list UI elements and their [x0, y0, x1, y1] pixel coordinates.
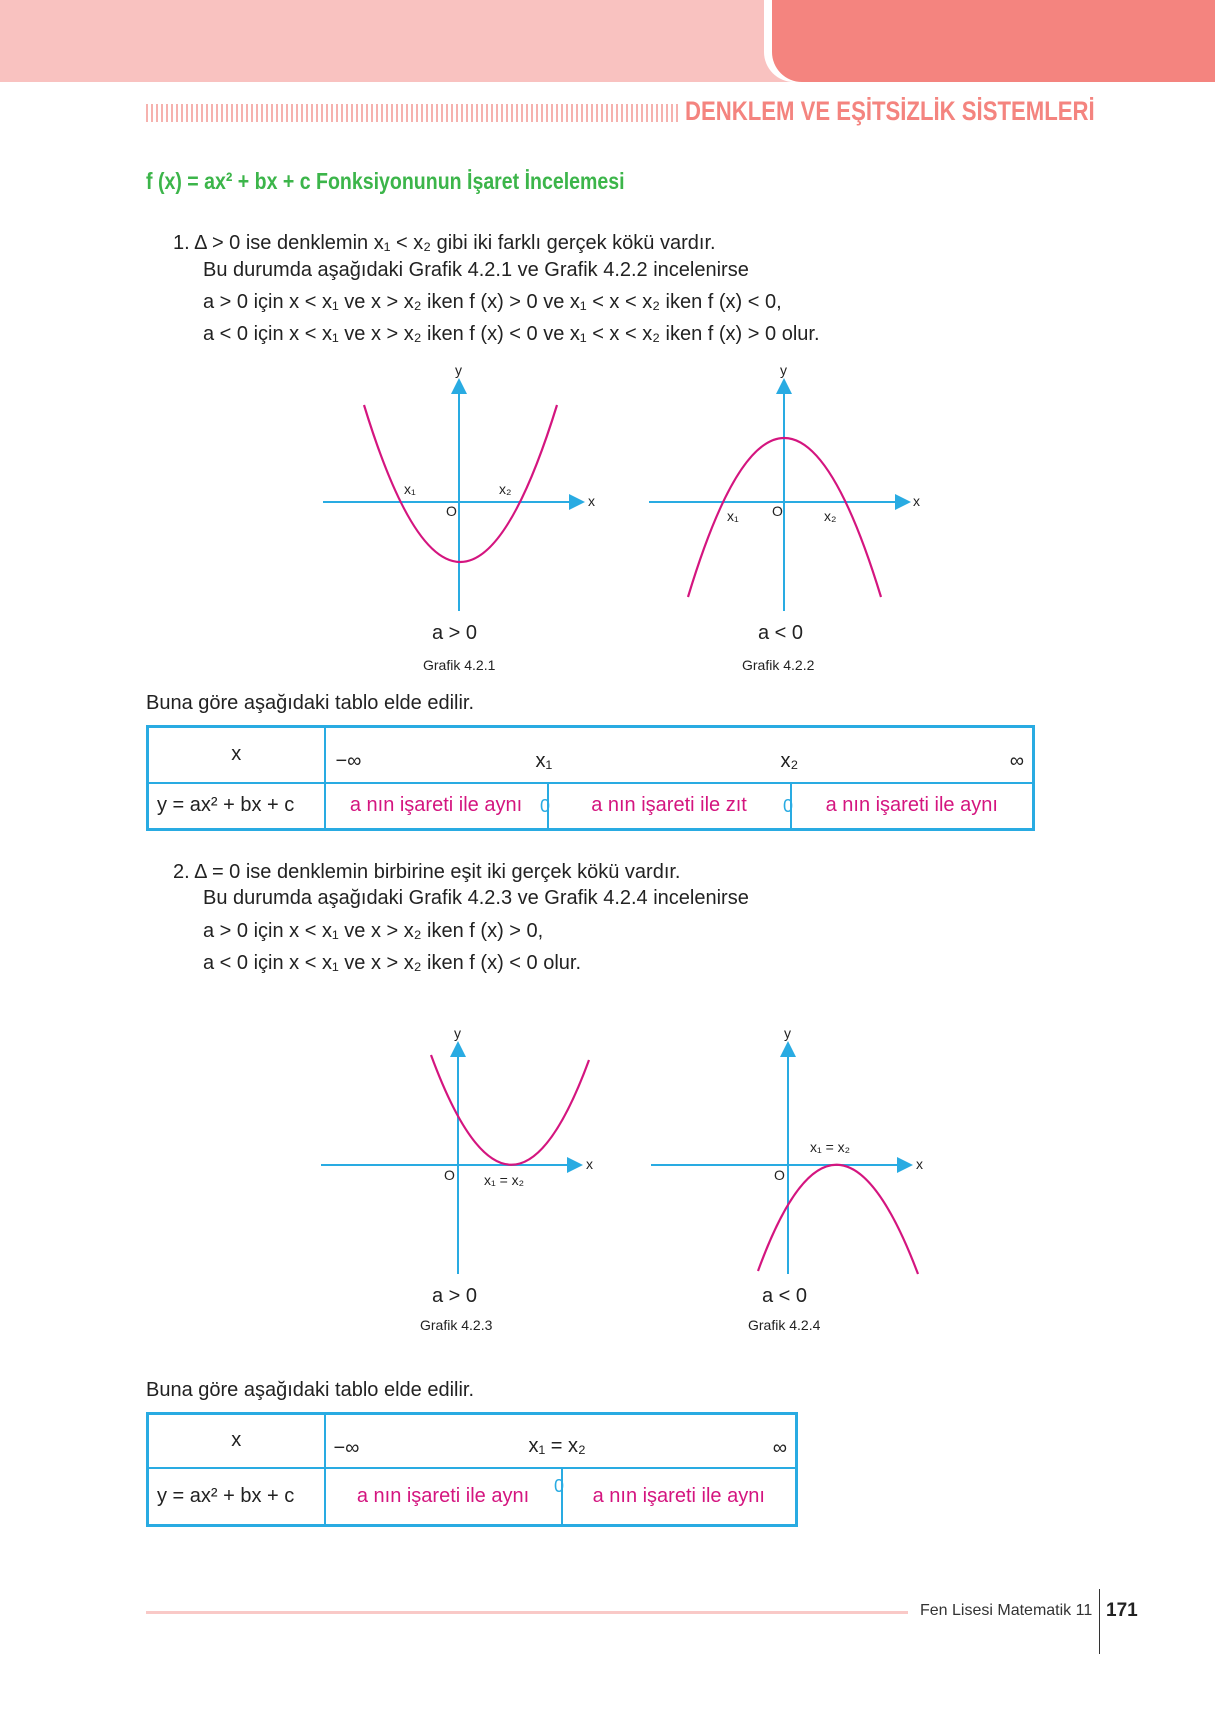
case1-line: a < 0 için x < x₁ ve x > x₂ iken f (x) < 0 ve x₁ < x < x₂ iken f (x) > 0 olur.	[203, 323, 820, 345]
y-label: y	[780, 362, 787, 378]
y-label: y	[784, 1025, 791, 1041]
table-intro: Buna göre aşağıdaki tablo elde edilir.	[146, 1379, 475, 1401]
graph-caption: Grafik 4.2.2	[742, 657, 815, 673]
origin-label: O	[772, 503, 783, 519]
point: −∞	[335, 750, 362, 772]
case2-line: 2. Δ = 0 ise denklemin birbirine eşit iki gerçek kökü vardır.	[173, 861, 681, 883]
x-header: x	[148, 1414, 325, 1468]
sign-cell: a nın işareti ile aynı	[325, 783, 548, 830]
book-title: Fen Lisesi Matematik 11	[920, 1602, 1093, 1619]
graph-caption: Grafik 4.2.1	[423, 657, 496, 673]
sign-cell: a nın işareti ile aynı	[325, 1468, 562, 1526]
point: ∞	[1009, 750, 1024, 772]
x-header: x	[148, 727, 325, 783]
root-label: x₁	[404, 481, 416, 497]
graph-condition: a < 0	[762, 1285, 808, 1307]
table-intro: Buna göre aşağıdaki tablo elde edilir.	[146, 692, 475, 714]
y-label: y	[455, 362, 462, 378]
root-zero: 0	[554, 1476, 565, 1496]
x-points	[325, 727, 1034, 783]
sign-cell: a nın işareti ile aynı	[562, 1468, 797, 1526]
x-points	[325, 1414, 797, 1468]
point: ∞	[772, 1437, 787, 1459]
root-zero: 0	[783, 796, 794, 816]
x-label: x	[913, 493, 920, 509]
case1-line: Bu durumda aşağıdaki Grafik 4.2.1 ve Grafik 4.2.2 incelenirse	[203, 259, 749, 281]
parabola-up	[364, 405, 557, 562]
chapter-title: DENKLEM VE EŞİTSİZLİK SİSTEMLERİ	[685, 96, 1095, 126]
case2-line: Bu durumda aşağıdaki Grafik 4.2.3 ve Grafik 4.2.4 incelenirse	[203, 887, 749, 909]
root-label: x₂	[499, 481, 512, 497]
root-zero: 0	[540, 796, 551, 816]
section-title: f (x) = ax² + bx + c Fonksiyonunun İşaret İncelemesi	[146, 168, 625, 194]
sign-cell: a nın işareti ile aynı	[791, 783, 1034, 830]
case2-line: a > 0 için x < x₁ ve x > x₂ iken f (x) > 0,	[203, 920, 544, 942]
footer-divider	[1099, 1589, 1100, 1654]
y-header: y = ax² + bx + c	[148, 1468, 325, 1526]
y-header: y = ax² + bx + c	[148, 783, 325, 830]
parabola-up-double-root	[431, 1055, 589, 1165]
root-label: x₂	[824, 508, 837, 524]
sign-table-2	[146, 1412, 798, 1527]
root-label: x₁ = x₂	[484, 1172, 525, 1188]
root-label: x₁	[727, 508, 739, 524]
point: x₂	[780, 750, 799, 772]
case2-line: a < 0 için x < x₁ ve x > x₂ iken f (x) < 0 olur.	[203, 952, 582, 974]
point: x₁ = x₂	[528, 1435, 586, 1457]
graph-condition: a > 0	[432, 1285, 478, 1307]
graph-caption: Grafik 4.2.4	[748, 1317, 821, 1333]
case1-line: 1. Δ > 0 ise denklemin x₁ < x₂ gibi iki farklı gerçek kökü vardır.	[173, 232, 716, 254]
sign-table-1	[146, 725, 1035, 831]
origin-label: O	[444, 1167, 455, 1183]
root-label: x₁ = x₂	[810, 1139, 851, 1155]
graph-condition: a > 0	[432, 622, 478, 644]
sign-cell: a nın işareti ile zıt	[548, 783, 791, 830]
footer-rule	[146, 1611, 908, 1614]
graph-condition: a < 0	[758, 622, 804, 644]
case1-line: a > 0 için x < x₁ ve x > x₂ iken f (x) > 0 ve x₁ < x < x₂ iken f (x) < 0,	[203, 291, 782, 313]
x-label: x	[916, 1156, 923, 1172]
x-label: x	[586, 1156, 593, 1172]
y-label: y	[454, 1025, 461, 1041]
graph-caption: Grafik 4.2.3	[420, 1317, 493, 1333]
point: −∞	[333, 1437, 360, 1459]
point: x₁	[535, 750, 553, 772]
origin-label: O	[774, 1167, 785, 1183]
x-label: x	[588, 493, 595, 509]
origin-label: O	[446, 503, 457, 519]
page-number: 171	[1106, 1600, 1138, 1621]
